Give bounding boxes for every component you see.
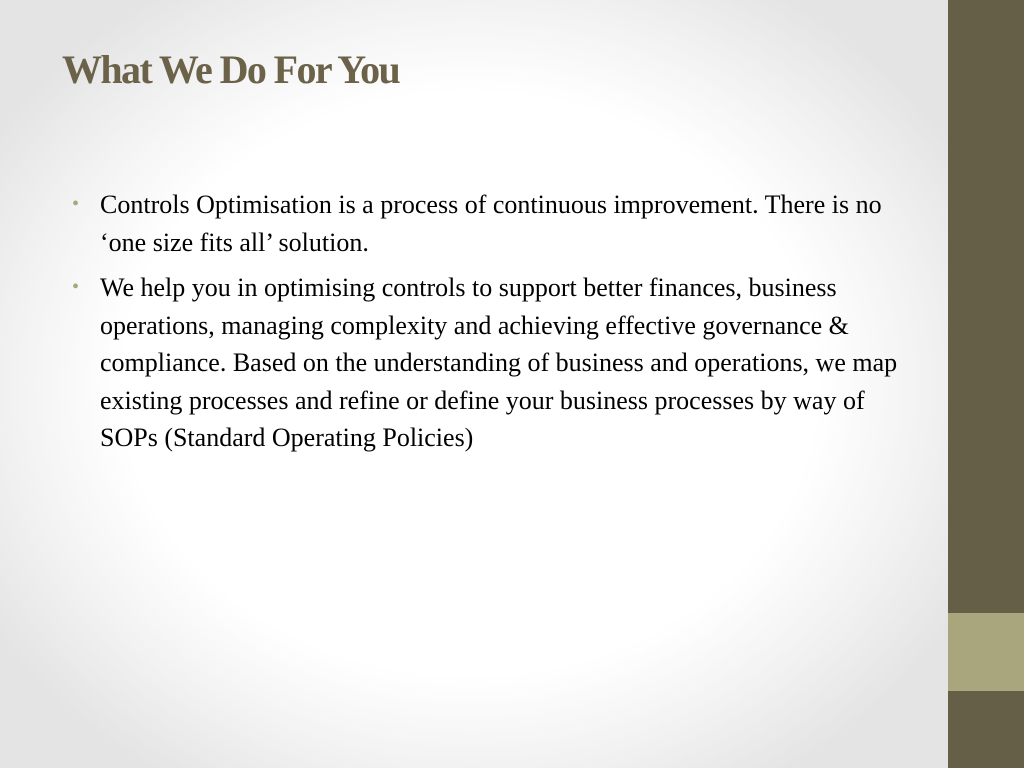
bullet-item — [72, 186, 902, 261]
side-bar-top — [948, 0, 1024, 613]
slide-title: What We Do For You — [62, 47, 400, 92]
bullet-marker-icon: • — [72, 193, 80, 215]
bullet-text: We help you in optimising controls to support better finances, business operations, managing complexity and achieving effective governance & compliance. Based on the understanding of business and operations, we map existing processes and refine or define your business processes by way of SOPs (Standard Operating Policies) — [100, 273, 898, 452]
bullet-item — [72, 269, 902, 457]
side-bar — [948, 0, 1024, 768]
side-bar-bottom — [948, 691, 1024, 768]
bullet-marker-icon: • — [72, 276, 80, 298]
side-bar-accent-band — [948, 613, 1024, 691]
bullet-text: Controls Optimisation is a process of continuous improvement. There is no ‘one size fits all’ solution. — [100, 190, 882, 257]
bullet-list — [72, 186, 902, 465]
